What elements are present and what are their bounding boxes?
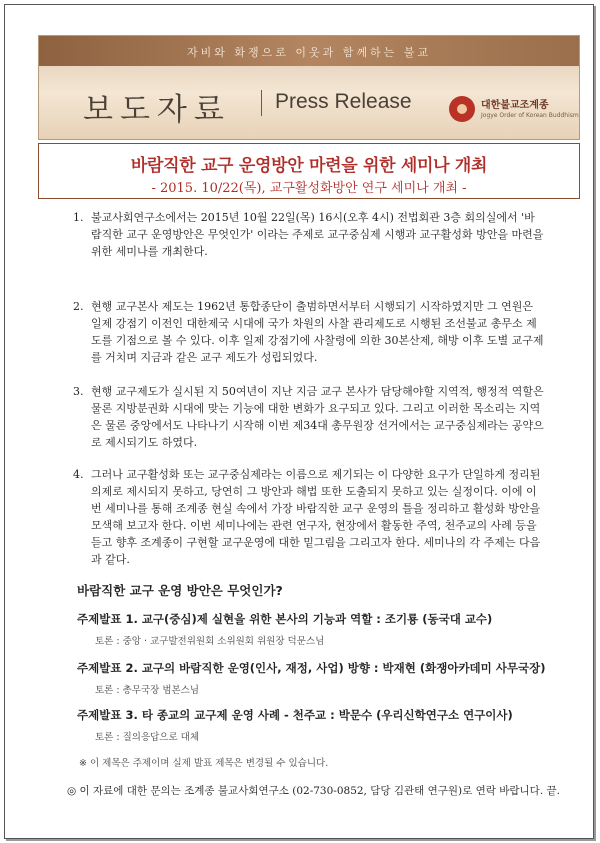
paragraph-3 (73, 383, 545, 451)
topic-2-discussion: 토론 : 총무국장 범본스님 (95, 685, 200, 696)
paragraph-4 (73, 466, 545, 568)
headline-box (38, 143, 580, 199)
dharma-seal-icon (449, 96, 475, 122)
logo-subtitle: Jogye Order of Korean Buddhism (481, 112, 579, 119)
paragraph-1 (73, 209, 545, 260)
banner-band (39, 36, 579, 66)
paragraph-number: 3. (73, 385, 84, 398)
subheadline: - 2015. 10/22(목), 교구활성화방안 연구 세미나 개최 - (151, 181, 467, 196)
title-english: Press Release (275, 90, 412, 113)
topic-2-title: 주제발표 2. 교구의 바람직한 운영(인사, 재정, 사업) 방향 : 박재현 (화쟁아카데미 사무국장) (77, 661, 546, 675)
section-title: 바람직한 교구 운영 방안은 무엇인가? (77, 583, 283, 598)
paragraph-text: 그러나 교구활성화 또는 교구중심제라는 이름으로 제기되는 이 다양한 요구가 단일하게 정리된 의제로 제시되지 못하고, 당연히 그 방안과 해법 또한 도출되지 못하고 있는 실정이다. 이에 이번 세미나를 통해 조계종 현실 속에서 가장 바람직한 교구 운영의 틀을 정리하고 활성화 방안을 모색해 보고자 한다. 이번 세미나에는 관련 연구자, 현장에서 활동한 주역, 천주교의 사례 등을 듣고 향후 조계종이 구현할 교구운영에 대한 밑그림을 그리고자 한다. 세미나의 각 주제는 다음과 같다. (91, 468, 541, 566)
headline: 바람직한 교구 운영방안 마련을 위한 세미나 개최 (130, 156, 488, 176)
footnote: ※ 이 제목은 주제이며 실제 발표 제목은 변경될 수 있습니다. (79, 758, 329, 769)
paragraph-2 (73, 298, 545, 366)
title-korean: 보도자료 (83, 92, 231, 128)
topic-1-discussion: 토론 : 중앙 · 교구발전위원회 소위원회 위원장 덕문스님 (95, 636, 325, 647)
paragraph-text: 현행 교구제도가 실시된 지 50여년이 지난 지금 교구 본사가 담당해야할 지역적, 행정적 역할은 물론 지방분권화 시대에 맞는 기능에 대한 변화가 요구되고 있다. 그리고 이러한 목소리는 지역은 물론 중앙에서도 나타나기 시작해 이번 제34대 총무원장 선거에서는 교구중심제라는 공약으로 제시되기도 하였다. (91, 385, 544, 449)
title-divider (261, 90, 262, 116)
press-banner (38, 35, 580, 140)
paragraph-text: 현행 교구본사 제도는 1962년 통합종단이 출범하면서부터 시행되기 시작하였지만 그 연원은 일제 강점기 이전인 대한제국 시대에 국가 차원의 사찰 관리제도로 시행된 조선불교 총무소 제도를 기점으로 볼 수 있다. 이후 일제 강점기에 사찰령에 의한 30본산제, 해방 이후 도별 교구제를 거치며 지금과 같은 교구 제도가 성립되었다. (91, 300, 544, 364)
paragraph-number: 4. (73, 468, 84, 481)
topic-1-title: 주제발표 1. 교구(중심)제 실현을 위한 본사의 기능과 역할 : 조기룡 (동국대 교수) (77, 612, 493, 626)
slogan: 자비와 화쟁으로 이웃과 함께하는 불교 (186, 46, 431, 59)
topic-3-title: 주제발표 3. 타 종교의 교구제 운영 사례 - 천주교 : 박문수 (우리신학연구소 연구이사) (77, 708, 513, 722)
contact-line: ◎ 이 자료에 대한 문의는 조계종 불교사회연구소 (02-730-0852, 담당 김관태 연구원)로 연락 바랍니다. 끝. (67, 785, 560, 797)
logo-name: 대한불교조계종 (481, 100, 549, 111)
paragraph-number: 2. (73, 300, 84, 313)
topic-3-discussion: 토론 : 질의응답으로 대체 (95, 732, 200, 743)
jogye-logo (449, 94, 579, 128)
paragraph-text: 불교사회연구소에서는 2015년 10월 22일(목) 16시(오후 4시) 전법회관 3층 회의실에서 '바람직한 교구 운영방안은 무엇인가' 이라는 주제로 교구중심제 시행과 교구활성화 방안을 마련을 위한 세미나를 개최한다. (91, 211, 544, 258)
paragraph-number: 1. (73, 211, 84, 224)
document-frame (4, 4, 594, 839)
